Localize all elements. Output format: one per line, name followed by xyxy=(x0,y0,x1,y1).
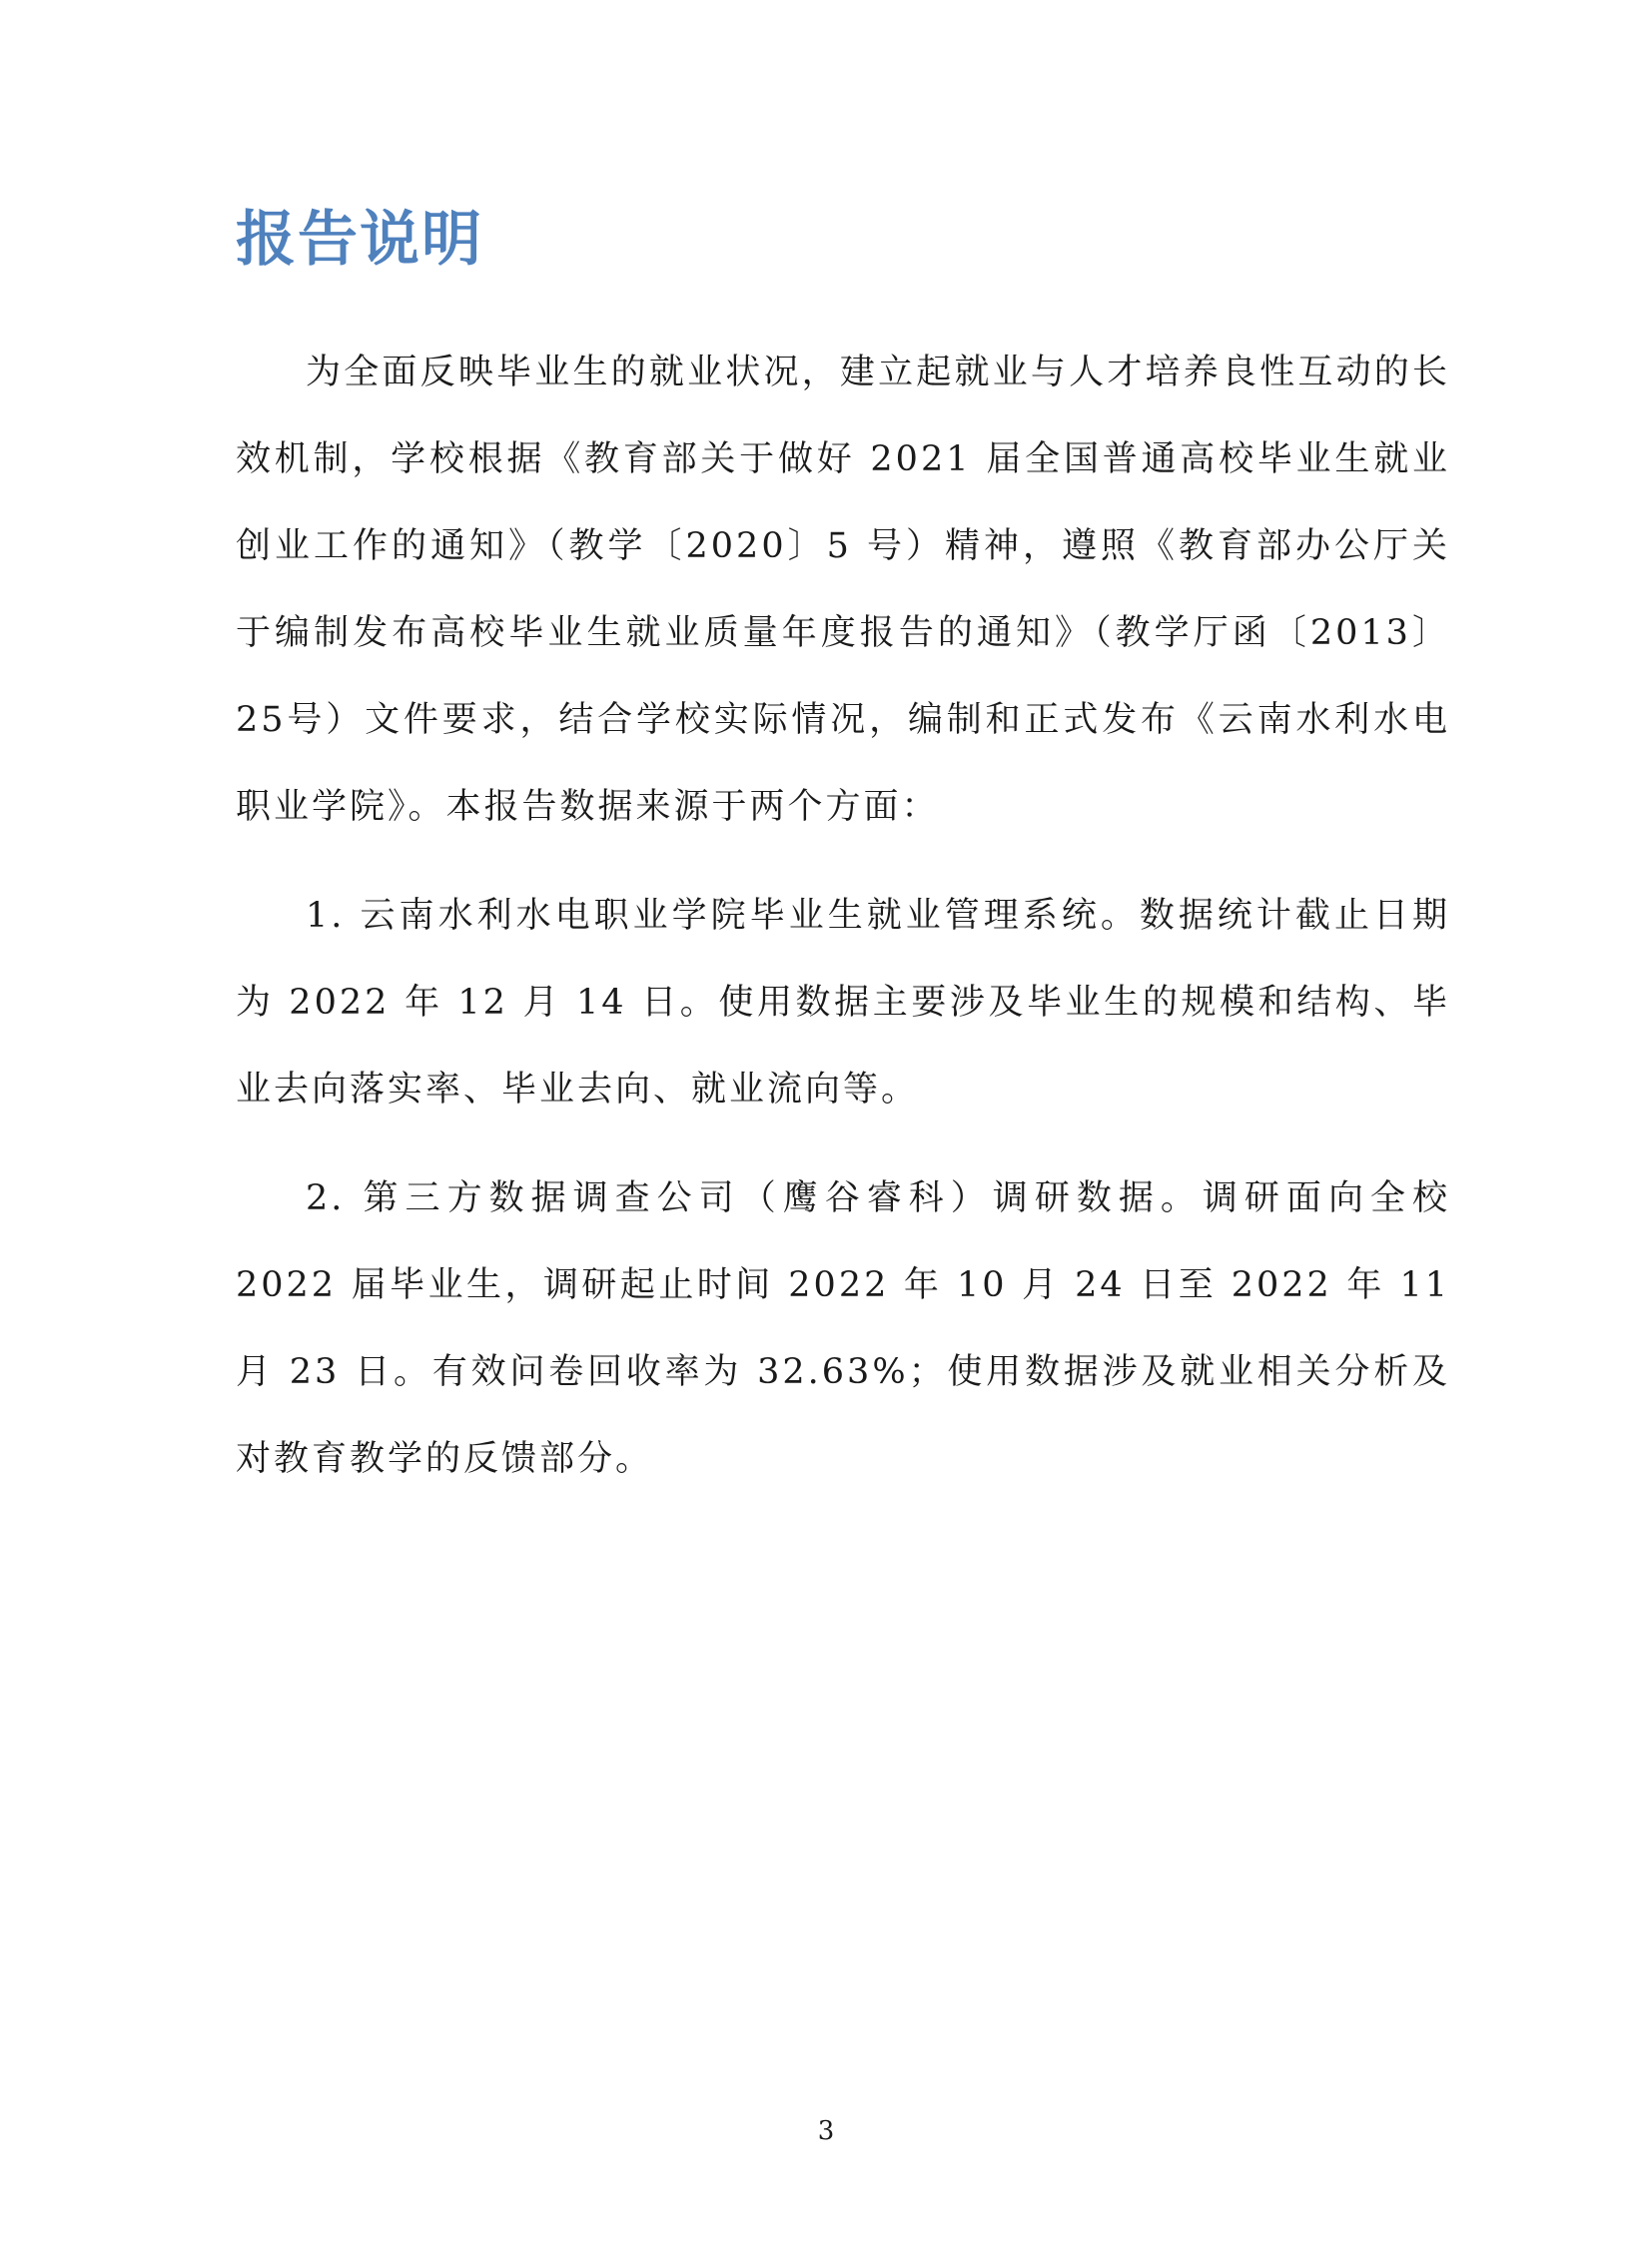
data-source-item-1: 1. 云南水利水电职业学院毕业生就业管理系统。数据统计截止日期为 2022 年 12 月 14 日。使用数据主要涉及毕业生的规模和结构、毕业去向落实率、毕业去向、就业流向等。 xyxy=(236,896,1450,1110)
page-title: 报告说明 xyxy=(236,205,483,275)
data-source-item-2: 2. 第三方数据调查公司（鹰谷睿科）调研数据。调研面向全校 2022 届毕业生，调研起止时间 2022 年 10 月 24 日至 2022 年 11 月 23 日。有效问卷回收率为 32.63%；使用数据涉及就业相关分析及对教育教学的反馈部分。 xyxy=(236,1178,1450,1479)
document-body xyxy=(236,330,1450,1503)
intro-paragraph: 为全面反映毕业生的就业状况，建立起就业与人才培养良性互动的长效机制，学校根据《教育部关于做好 2021 届全国普通高校毕业生就业创业工作的通知》（教学〔2020〕5 号）精神，遵照《教育部办公厅关于编制发布高校毕业生就业质量年度报告的通知》（教学厅函〔2013〕25号）文件要求，结合学校实际情况，编制和正式发布《云南水利水电职业学院》。本报告数据来源于两个方面： xyxy=(236,353,1450,827)
page-number: 3 xyxy=(817,2116,835,2146)
